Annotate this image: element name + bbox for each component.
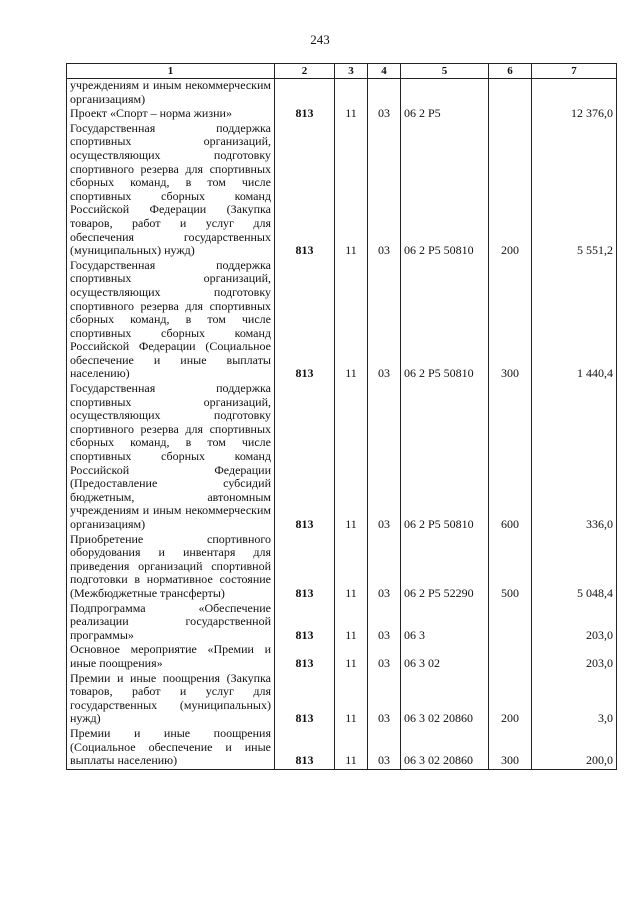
header-col-5: 5 — [401, 64, 489, 79]
row-amount — [532, 79, 617, 108]
row-amount: 5 048,4 — [532, 533, 617, 602]
row-description: Премии и иные поощрения (Закупка товаров, работ и услуг для государственных (муниципальных) нужд) — [67, 672, 275, 727]
row-description: Государственная поддержка спортивных организаций, осуществляющих подготовку спортивного резерва для спортивных сборных команд, в том числе спортивных сборных команд Российской Федерации (Социальное обеспечение и иные выплаты населению) — [67, 259, 275, 382]
row-code-ministry: 813 — [275, 533, 335, 602]
row-code-section: 11 — [335, 122, 368, 259]
row-code-subsection: 03 — [368, 672, 401, 727]
row-amount: 336,0 — [532, 382, 617, 533]
row-code-subsection: 03 — [368, 259, 401, 382]
row-code-subsection: 03 — [368, 533, 401, 602]
table-row — [67, 122, 617, 259]
row-description: учреждениям и иным некоммерческим организациям) — [67, 79, 275, 108]
page-number: 243 — [310, 32, 330, 47]
row-amount: 3,0 — [532, 672, 617, 727]
row-amount: 12 376,0 — [532, 107, 617, 122]
row-code-target: 06 2 P5 50810 — [401, 122, 489, 259]
row-code-ministry: 813 — [275, 107, 335, 122]
row-amount: 200,0 — [532, 727, 617, 769]
table-row — [67, 107, 617, 122]
row-description: Государственная поддержка спортивных организаций, осуществляющих подготовку спортивного резерва для спортивных сборных команд, в том числе спортивных сборных команд Российской Федерации (Закупка товаров, работ и услуг для обеспечения государственных (муниципальных) нужд) — [67, 122, 275, 259]
row-code-target: 06 2 P5 50810 — [401, 259, 489, 382]
row-description: Подпрограмма «Обеспечение реализации государственной программы» — [67, 602, 275, 644]
table-row — [67, 602, 617, 644]
row-code-section: 11 — [335, 382, 368, 533]
row-code-subsection: 03 — [368, 382, 401, 533]
row-code-subsection: 03 — [368, 107, 401, 122]
row-code-section: 11 — [335, 727, 368, 769]
row-code-ministry — [275, 79, 335, 108]
row-code-subsection: 03 — [368, 122, 401, 259]
row-code-expense: 600 — [489, 382, 532, 533]
row-code-ministry: 813 — [275, 672, 335, 727]
row-code-section: 11 — [335, 672, 368, 727]
row-code-expense — [489, 643, 532, 671]
row-code-section: 11 — [335, 643, 368, 671]
row-code-target: 06 3 02 20860 — [401, 672, 489, 727]
header-col-4: 4 — [368, 64, 401, 79]
row-code-target: 06 3 02 — [401, 643, 489, 671]
row-code-ministry: 813 — [275, 382, 335, 533]
row-code-target: 06 3 — [401, 602, 489, 644]
row-amount: 1 440,4 — [532, 259, 617, 382]
row-description: Государственная поддержка спортивных организаций, осуществляющих подготовку спортивного резерва для спортивных сборных команд, в том числе спортивных сборных команд Российской Федерации (Предоставление субсидий бюджетным, автономным учреждениям и иным некоммерческим организациям) — [67, 382, 275, 533]
table-row — [67, 533, 617, 602]
row-code-target: 06 2 P5 — [401, 107, 489, 122]
table-header-row — [67, 64, 617, 79]
row-code-subsection: 03 — [368, 727, 401, 769]
row-amount: 203,0 — [532, 602, 617, 644]
row-code-target — [401, 79, 489, 108]
row-code-expense — [489, 79, 532, 108]
row-code-section: 11 — [335, 602, 368, 644]
table-row — [67, 643, 617, 671]
row-description: Премии и иные поощрения (Социальное обеспечение и иные выплаты населению) — [67, 727, 275, 769]
row-code-target: 06 3 02 20860 — [401, 727, 489, 769]
row-description: Приобретение спортивного оборудования и инвентаря для приведения организаций спортивной подготовки в нормативное состояние (Межбюджетные трансферты) — [67, 533, 275, 602]
row-code-expense: 300 — [489, 259, 532, 382]
header-col-2: 2 — [275, 64, 335, 79]
row-amount: 5 551,2 — [532, 122, 617, 259]
row-description: Проект «Спорт – норма жизни» — [67, 107, 275, 122]
row-code-ministry: 813 — [275, 727, 335, 769]
table-row — [67, 79, 617, 108]
budget-table — [66, 63, 617, 770]
row-code-ministry: 813 — [275, 122, 335, 259]
row-code-section: 11 — [335, 259, 368, 382]
row-code-expense — [489, 107, 532, 122]
row-code-target: 06 2 P5 52290 — [401, 533, 489, 602]
row-amount: 203,0 — [532, 643, 617, 671]
row-code-subsection: 03 — [368, 602, 401, 644]
row-code-expense: 200 — [489, 122, 532, 259]
row-code-section: 11 — [335, 533, 368, 602]
row-description: Основное мероприятие «Премии и иные поощрения» — [67, 643, 275, 671]
row-code-section — [335, 79, 368, 108]
row-code-subsection: 03 — [368, 643, 401, 671]
row-code-expense — [489, 602, 532, 644]
row-code-expense: 200 — [489, 672, 532, 727]
row-code-ministry: 813 — [275, 259, 335, 382]
header-col-6: 6 — [489, 64, 532, 79]
header-col-1: 1 — [67, 64, 275, 79]
row-code-ministry: 813 — [275, 643, 335, 671]
row-code-ministry: 813 — [275, 602, 335, 644]
row-code-target: 06 2 P5 50810 — [401, 382, 489, 533]
table-row — [67, 259, 617, 382]
table-row — [67, 672, 617, 727]
header-col-7: 7 — [532, 64, 617, 79]
table-row — [67, 727, 617, 769]
row-code-expense: 500 — [489, 533, 532, 602]
header-col-3: 3 — [335, 64, 368, 79]
row-code-expense: 300 — [489, 727, 532, 769]
row-code-section: 11 — [335, 107, 368, 122]
table-row — [67, 382, 617, 533]
row-code-subsection — [368, 79, 401, 108]
